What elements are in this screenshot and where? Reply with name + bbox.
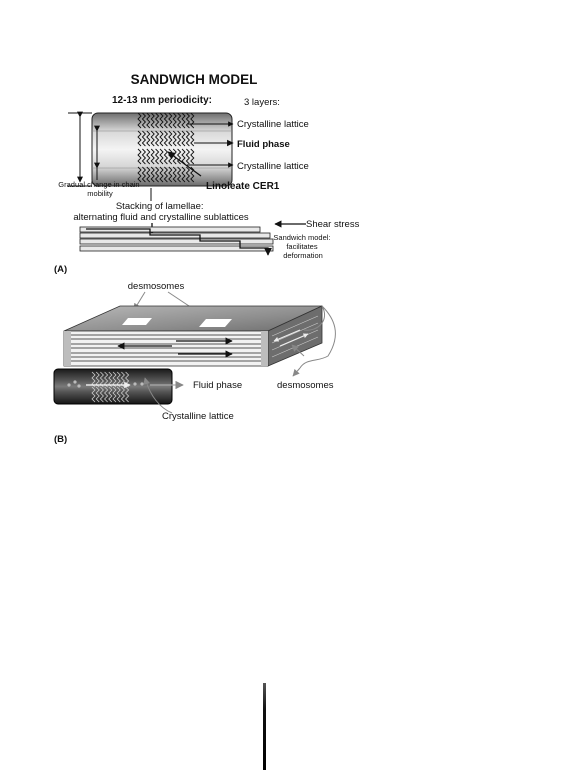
gradual-change-label: Gradual change in chain mobility	[58, 180, 140, 198]
crystalline-lattice-label: Crystalline lattice	[162, 411, 234, 422]
periodicity-bracket	[68, 113, 92, 186]
layers-heading: 3 layers:	[244, 97, 280, 108]
panel-a-label: (A)	[54, 264, 68, 275]
desmosomes-right-label: desmosomes	[277, 380, 334, 391]
panel-b-label: (B)	[54, 434, 68, 445]
layer-middle-label: Fluid phase	[237, 139, 290, 150]
page-gutter-shadow	[263, 683, 266, 770]
stacking-label: Stacking of lamellae: alternating fluid and crystalline sublattices	[73, 201, 249, 223]
desmosomes-top-label: desmosomes	[127, 281, 185, 292]
layer-bottom-label: Crystalline lattice	[237, 161, 309, 172]
layer-top-label: Crystalline lattice	[237, 119, 309, 130]
periodicity-label: 12-13 nm periodicity:	[111, 95, 213, 106]
arrow-desmosome-right-2	[293, 368, 300, 376]
shear-stress-label: Shear stress	[306, 219, 360, 230]
fluid-phase-label: Fluid phase	[193, 380, 243, 391]
panel-a-title: SANDWICH MODEL	[130, 72, 258, 87]
linoleate-label: Linoleate CER1	[206, 181, 280, 192]
sandwich-deformation-label: Sandwich model: facilitates deformation	[273, 233, 331, 260]
stratum-corneum-slab	[64, 306, 322, 366]
